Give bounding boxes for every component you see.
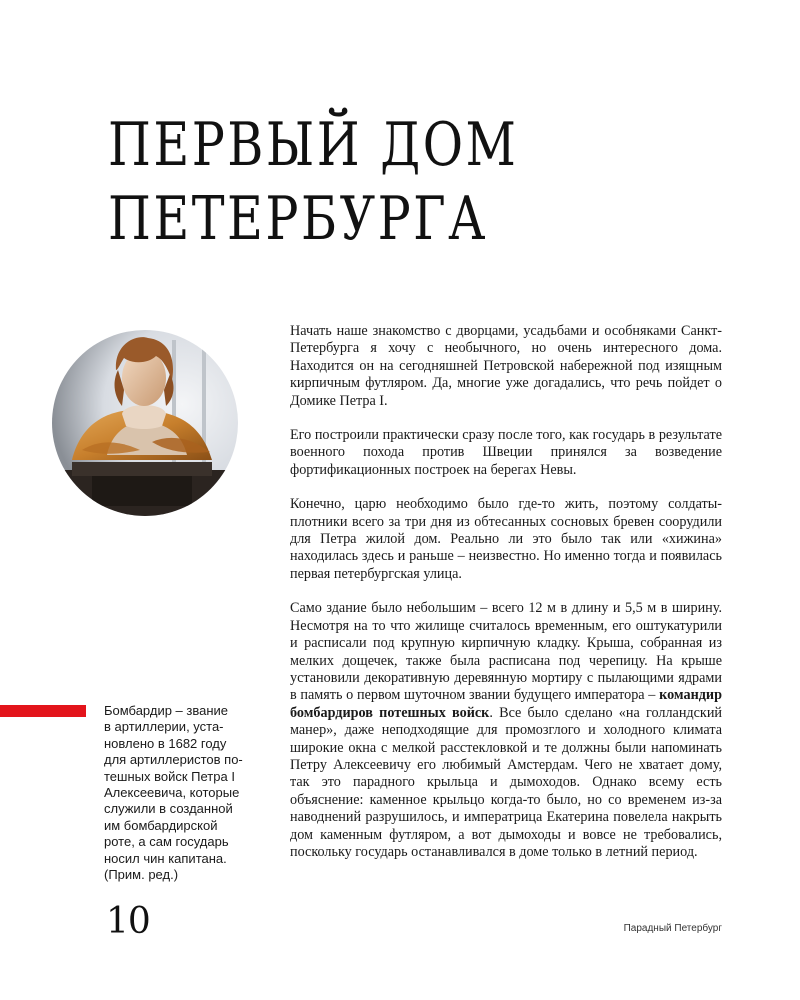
accent-bar xyxy=(0,705,86,717)
sidenote-line: для артиллеристов по- xyxy=(104,752,243,768)
sidenote-line: роте, а сам государь xyxy=(104,834,229,850)
title-line-2: ПЕТЕРБУРГА xyxy=(108,184,488,254)
sidenote-line: (Прим. ред.) xyxy=(104,867,179,883)
paragraph-4 xyxy=(290,600,722,861)
sidenote-line: в артиллерии, уста- xyxy=(104,719,224,735)
sidenote-line: Бомбардир – звание xyxy=(104,703,229,718)
sidenote xyxy=(104,703,272,883)
sidenote-line: им бомбардирской xyxy=(104,817,218,833)
paragraph-4-bold-term: командир бомбардиров потешных войск xyxy=(290,687,722,721)
bust-illustration xyxy=(52,330,238,516)
article-body xyxy=(290,323,722,878)
paragraph-4-text-end: . Все было сделано «на голландский манер», даже неподходящие для промозглого и холодного климата широкие окна с мелкой расстекловкой и те должны были напоминать Петру Алексеевичу его любимый Амстердам. Чего не хватает дому, так это парадного крыльца и дымоходов. Однако всему есть объяснение: каменное крыльцо когда-то было, но со временем из-за наводнений разрушилось, и императрица Екатерина повелела накрыть дом каменным футляром, а вот дымоходы и вовсе не требовались, поскольку государь останавливался в доме только в летний период. xyxy=(290,704,723,860)
page-title xyxy=(108,108,633,256)
sidenote-line: Алексеевича, которые xyxy=(104,785,240,801)
bust-photo xyxy=(52,330,238,516)
page-number: 10 xyxy=(106,901,150,942)
sidenote-line: носил чин капитана. xyxy=(104,850,227,866)
paragraph-3: Конечно, царю необходимо было где-то жить, поэтому солдаты-плотники всего за три дня из обтесанных сосновых бревен соорудили для Петра жилой дом. Реально ли это было так или «хижина» находилась здесь и раньше – неизвестно. Но именно тогда и появилась первая петербургская улица. xyxy=(290,496,722,582)
sidenote-line: новлено в 1682 году xyxy=(104,735,227,751)
paragraph-4-text-start: Само здание было небольшим – всего 12 м в длину и 5,5 м в ширину. Несмотря на то что жилище считалось временным, его оштукатурили и расписали под крупную кирпичную кладку. Крыша, собранная из мелких дощечек, также была расписана под черепицу. На крыше установили декоративную деревянную мортиру с пылающими ядрами в память о первом шуточном звании будущего императора – xyxy=(290,600,722,704)
paragraph-2: Его построили практически сразу после того, как государь в результате военного похода против Швеции принялся за возведение фортификационных построек на берегах Невы. xyxy=(290,427,722,478)
sidenote-line: тешных войск Петра I xyxy=(104,768,235,784)
running-title: Парадный Петербург xyxy=(623,923,722,934)
title-line-1: ПЕРВЫЙ ДОМ xyxy=(108,110,519,180)
sidenote-line: служили в созданной xyxy=(104,801,233,817)
paragraph-1: Начать наше знакомство с дворцами, усадьбами и особняками Санкт-Петербурга я хочу с необычного, но очень интересного дома. Находится он на сегодняшней Петровской набережной под изящным кирпичным футляром. Да, многие уже догадались, что речь пойдет о Домике Петра I. xyxy=(290,323,722,409)
